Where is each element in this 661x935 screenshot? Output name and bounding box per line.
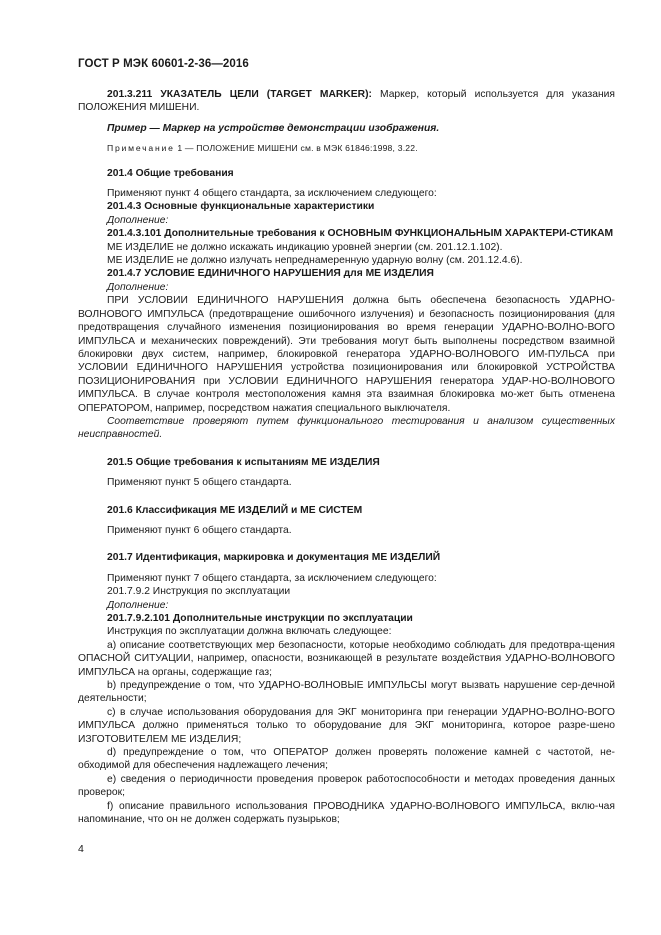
subsection-heading-201-4-7: 201.4.7 УСЛОВИЕ ЕДИНИЧНОГО НАРУШЕНИЯ для МЕ ИЗДЕЛИЯ	[107, 268, 434, 280]
addition-label: Дополнение:	[107, 281, 169, 293]
note-label: Примечание	[107, 143, 175, 154]
section-heading-201-7: 201.7 Идентификация, маркировка и документация МЕ ИЗДЕЛИЙ	[107, 552, 441, 564]
addition-label: Дополнение:	[107, 214, 169, 226]
example-text: Пример — Маркер на устройстве демонстрации изображения.	[107, 122, 440, 134]
list-item: d) предупреждение о том, что ОПЕРАТОР должен проверять положение камней с частотой, не-обходимой для обеспечения надлежащего лечения;	[78, 747, 615, 772]
paragraph: МЕ ИЗДЕЛИЕ не должно излучать непреднамеренную ударную волну (см. 201.12.4.6).	[107, 255, 523, 267]
term-definition: Маркер, который используется для указания ПОЛОЖЕНИЯ МИШЕНИ.	[78, 89, 615, 114]
list-item: a) описание соответствующих мер безопасности, которые необходимо соблюдать для предотвра-щения ОПАСНОЙ СИТУАЦИИ, например, опасности, возникающей в результате воздействия УДАРНО-ВОЛНОВОГО ИМПУЛЬСА на органы, содержащие газ;	[78, 639, 615, 678]
paragraph: Применяют пункт 5 общего стандарта.	[107, 477, 292, 489]
list-item: b) предупреждение о том, что УДАРНО-ВОЛНОВЫЕ ИМПУЛЬСЫ могут вызвать нарушение сер-дечной деятельности;	[78, 680, 615, 705]
list-item: c) в случае использования оборудования для ЭКГ мониторинга при генерации УДАРНО-ВОЛНО-ВОГО ИМПУЛЬСА должно применяться только то оборудование для ЭКГ мониторинга, которое разре-шено ИЗГОТОВИТЕЛЕМ МЕ ИЗДЕЛИЯ;	[78, 706, 615, 745]
subsection-heading-201-4-3: 201.4.3 Основные функциональные характеристики	[107, 201, 375, 213]
paragraph: ПРИ УСЛОВИИ ЕДИНИЧНОГО НАРУШЕНИЯ должна быть обеспечена безопасность УДАРНО-ВОЛНОВОГО ИМПУЛЬСА (предотвращение ошибочного излучения) и безопасность позиционирования (для предотвращения случайного изменения позиционирования во время генерации УДАРНО-ВОЛНО-ВОГО ИМПУЛЬСА и механических повреждений). Эти требования могут быть выполнены посредством взаимной блокировки двух систем, например, блокировкой генератора УДАРНО-ВОЛНОВОГО ИМ-ПУЛЬСА при УСЛОВИИ ЕДИНИЧНОГО НАРУШЕНИЯ устройства позиционирования или блокировкой УСТРОЙСТВА ПОЗИЦИОНИРОВАНИЯ при УСЛОВИИ ЕДИНИЧНОГО НАРУШЕНИЯ генератора УДАР-НО-ВОЛНОВОГО ИМПУЛЬСА. В случае контроля местоположения камня эта взаимная блокировка мо-жет быть отменена ОПЕРАТОРОМ, например, посредством нажатия специального выключателя.	[78, 295, 615, 414]
section-heading-201-6: 201.6 Классификация МЕ ИЗДЕЛИЙ и МЕ СИСТЕМ	[107, 504, 363, 516]
subsection-heading-201-7-9-2: 201.7.9.2 Инструкция по эксплуатации	[107, 586, 291, 598]
document-header: ГОСТ Р МЭК 60601-2-36—2016	[78, 58, 249, 70]
page-number: 4	[78, 843, 84, 855]
subsection-heading-201-7-9-2-101: 201.7.9.2.101 Дополнительные инструкции по эксплуатации	[107, 613, 413, 624]
paragraph: Инструкция по эксплуатации должна включать следующее:	[107, 626, 392, 638]
section-heading-201-5: 201.5 Общие требования к испытаниям МЕ ИЗДЕЛИЯ	[107, 456, 380, 468]
subsection-heading-201-4-3-101: 201.4.3.101 Дополнительные требования к ОСНОВНЫМ ФУНКЦИОНАЛЬНЫМ ХАРАКТЕРИ-СТИКАМ	[107, 228, 614, 240]
term-title: УКАЗАТЕЛЬ ЦЕЛИ (TARGET MARKER):	[160, 89, 372, 100]
paragraph: Применяют пункт 4 общего стандарта, за исключением следующего:	[107, 188, 437, 200]
compliance-text: Соответствие проверяют путем функционального тестирования и анализом существенных неисправностей.	[78, 415, 615, 441]
list-item: f) описание правильного использования ПРОВОДНИКА УДАРНО-ВОЛНОВОГО ИМПУЛЬСА, вклю-чая напоминание, что он не должен содержать пузырьков;	[78, 800, 615, 826]
paragraph: МЕ ИЗДЕЛИЕ не должно искажать индикацию уровней энергии (см. 201.12.1.102).	[107, 241, 503, 253]
note-text	[78, 142, 615, 155]
clause-number: 201.3.211	[107, 89, 153, 100]
list-item: e) сведения о периодичности проведения проверок работоспособности и методах проведения данных проверок;	[78, 773, 615, 799]
paragraph: Применяют пункт 7 общего стандарта, за исключением следующего:	[107, 572, 437, 584]
addition-label: Дополнение:	[107, 599, 169, 611]
note-body: 1 — ПОЛОЖЕНИЕ МИШЕНИ см. в МЭК 61846:1998, 3.22.	[174, 143, 418, 154]
paragraph: Применяют пункт 6 общего стандарта.	[107, 524, 292, 536]
document-body	[78, 88, 615, 827]
definition-target-marker	[78, 88, 615, 115]
section-heading-201-4: 201.4 Общие требования	[107, 167, 234, 179]
